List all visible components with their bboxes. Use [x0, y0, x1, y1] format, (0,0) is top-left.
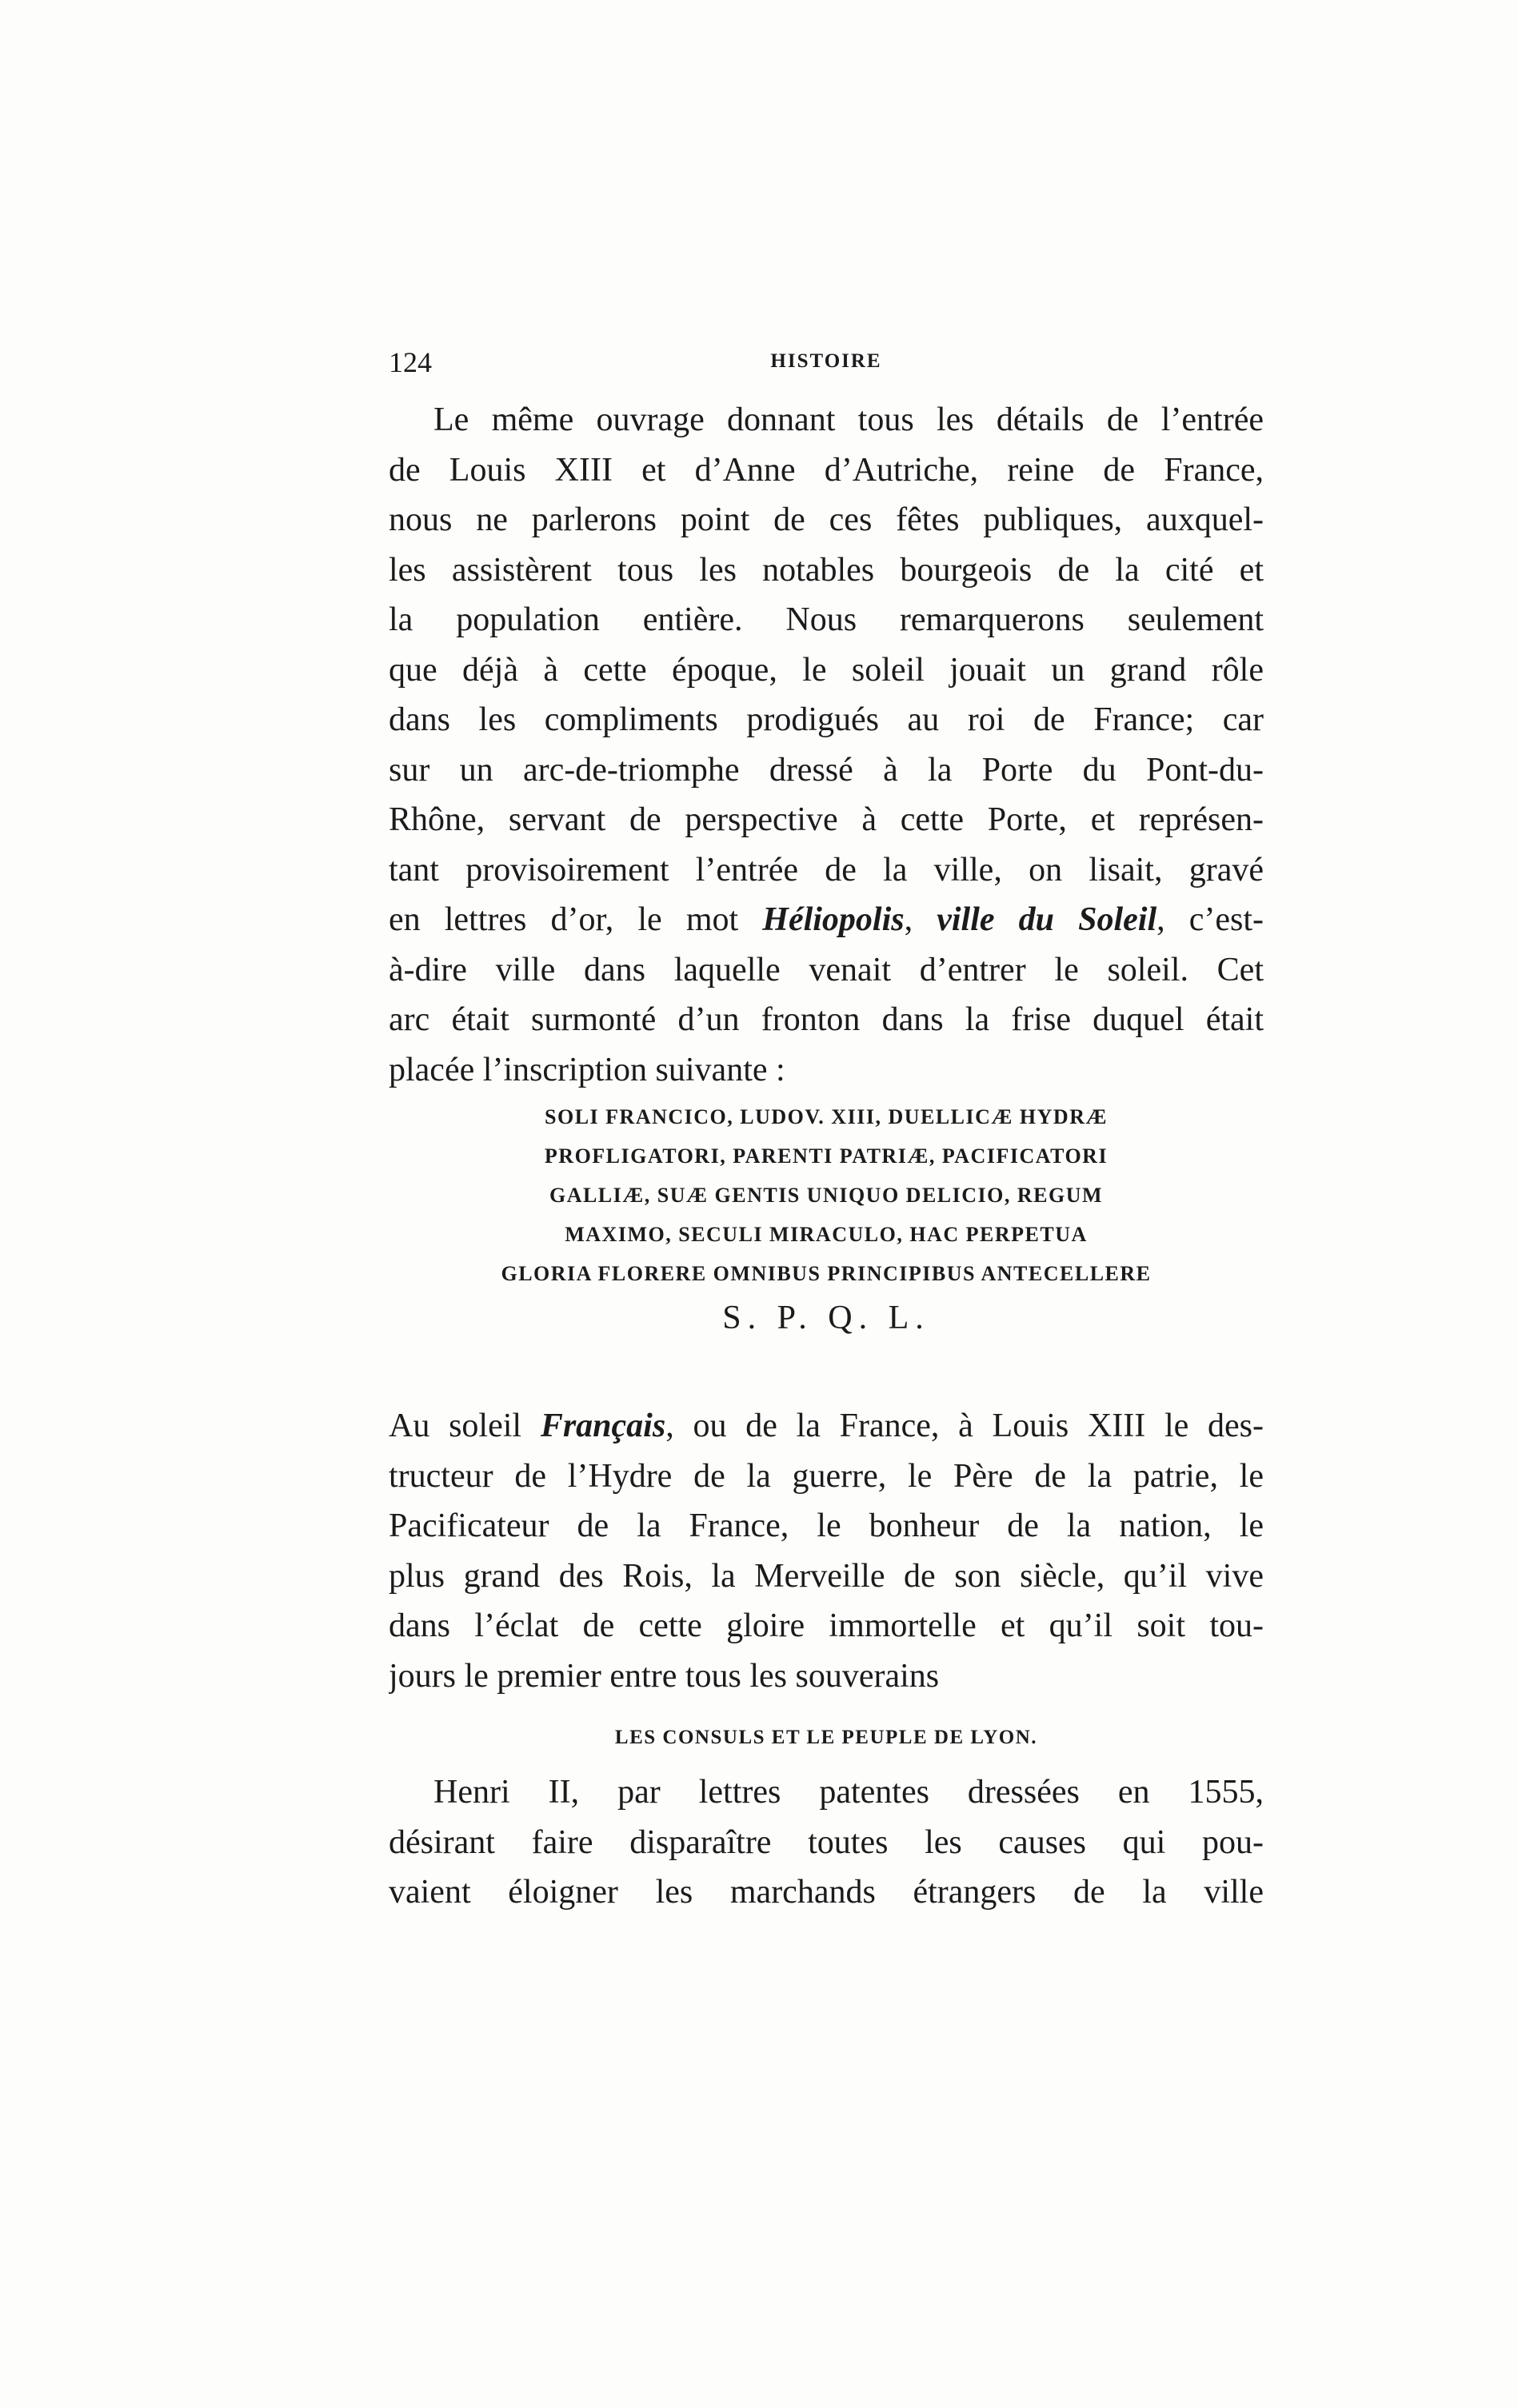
inscription-line: PROFLIGATORI, PARENTI PATRIÆ, PACIFICATORI [544, 1144, 1109, 1168]
inscription-line: GALLIÆ, SUÆ GENTIS UNIQUO DELICIO, REGUM [549, 1184, 1104, 1207]
text-line: que déjà à cette époque, le soleil jouait un grand rôle [389, 651, 1264, 689]
paragraph-translation [389, 1401, 1264, 1701]
text-line: Le même ouvrage donnant tous les détails de l’entrée [433, 401, 1264, 438]
text-run: , ou de la France, à Louis XIII le des- [665, 1408, 1264, 1444]
text-line: Henri II, par lettres patentes dressées en 1555, [433, 1774, 1264, 1811]
italic-term-heliopolis: Héliopolis [762, 901, 905, 938]
text-line: nous ne parlerons point de ces fêtes publiques, auxquel- [389, 501, 1264, 538]
text-line: Pacificateur de la France, le bonheur de la nation, le [389, 1507, 1264, 1544]
text-run: , [904, 901, 937, 938]
text-line: à-dire ville dans laquelle venait d’entrer le soleil. Cet [389, 951, 1264, 988]
running-head [389, 345, 1264, 385]
text-line: dans l’éclat de cette gloire immortelle et qu’il soit tou- [389, 1607, 1264, 1644]
inscription-line: SOLI FRANCICO, LUDOV. XIII, DUELLICÆ HYDRÆ [545, 1105, 1108, 1128]
inscription-signature: LES CONSULS ET LE PEUPLE DE LYON. [614, 1727, 1038, 1748]
text-line: de Louis XIII et d’Anne d’Autriche, reine de France, [389, 451, 1264, 489]
text-line: plus grand des Rois, la Merveille de son siècle, qu’il vive [389, 1557, 1264, 1595]
text-line: désirant faire disparaître toutes les causes qui pou- [389, 1823, 1264, 1861]
text-line: jours le premier entre tous les souverains [389, 1657, 940, 1695]
text-line: sur un arc-de-triomphe dressé à la Porte du Pont-du- [389, 751, 1264, 789]
latin-inscription [389, 1097, 1264, 1343]
paragraph-henri-ii [389, 1767, 1264, 1918]
text-line: arc était surmonté d’un fronton dans la frise duquel était [389, 1001, 1264, 1038]
inscription-line: MAXIMO, SECULI MIRACULO, HAC PERPETUA [565, 1223, 1088, 1246]
page-number: 124 [389, 346, 432, 378]
text-line: Rhône, servant de perspective à cette Porte, et représen- [389, 801, 1264, 838]
text-line: les assistèrent tous les notables bourgeois de la cité et [389, 551, 1264, 589]
text-line: dans les compliments prodigués au roi de France; car [389, 701, 1264, 738]
text-line: la population entière. Nous remarquerons seulement [389, 601, 1264, 638]
inscription-line: GLORIA FLORERE OMNIBUS PRINCIPIBUS ANTECELLERE [501, 1262, 1152, 1285]
italic-term-francais: Français [540, 1408, 666, 1444]
text-line [389, 1401, 1264, 1452]
paragraph-entree-louis-xiii [389, 395, 1264, 1095]
text-run: Au soleil [389, 1408, 541, 1444]
text-line: vaient éloigner les marchands étrangers de la ville [389, 1874, 1264, 1911]
text-line: placée l’inscription suivante : [389, 1051, 785, 1088]
text-run: , c’est- [1156, 901, 1264, 938]
text-line: tant provisoirement l’entrée de la ville, on lisait, gravé [389, 851, 1264, 889]
running-title: HISTOIRE [770, 350, 882, 372]
text-line [389, 895, 1264, 945]
italic-term-ville-du-soleil: ville du Soleil [937, 901, 1157, 938]
text-run: en lettres d’or, le mot [389, 901, 763, 938]
text-line: tructeur de l’Hydre de la guerre, le Père de la patrie, le [389, 1457, 1264, 1495]
inscription-spql: S. P. Q. L. [722, 1300, 930, 1336]
